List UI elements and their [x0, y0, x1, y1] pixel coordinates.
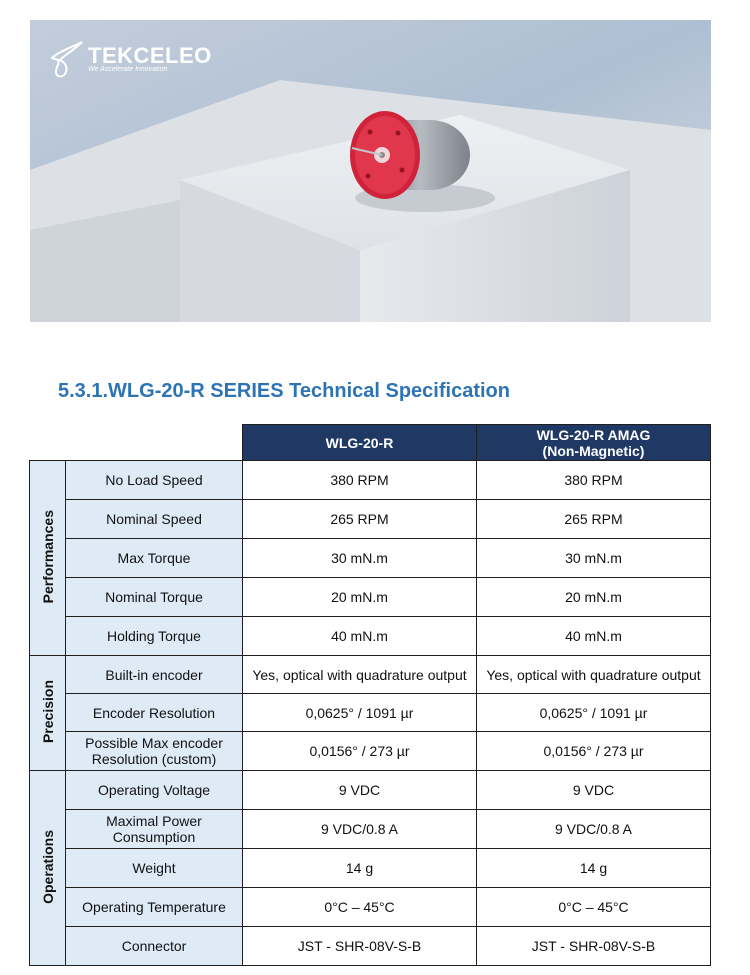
row-label: Nominal Torque [66, 578, 243, 617]
table-row [30, 617, 711, 656]
value-wlg-20-r: 0,0625° / 1091 µr [243, 694, 477, 732]
value-wlg-20-r: 0,0156° / 273 µr [243, 732, 477, 771]
value-wlg-20-r: 20 mN.m [243, 578, 477, 617]
table-row [30, 810, 711, 849]
value-wlg-20-r-amag: 265 RPM [477, 500, 711, 539]
group-label: Precision [39, 679, 56, 744]
header-amag-line2: (Non-Magnetic) [542, 442, 645, 459]
row-label: Connector [66, 927, 243, 966]
value-wlg-20-r: 9 VDC [243, 771, 477, 810]
table-row [30, 888, 711, 927]
row-label: Nominal Speed [66, 500, 243, 539]
row-label: Encoder Resolution [66, 694, 243, 732]
value-wlg-20-r: 40 mN.m [243, 617, 477, 656]
header-wlg-20-r: WLG-20-R [243, 425, 477, 461]
value-wlg-20-r: 265 RPM [243, 500, 477, 539]
value-wlg-20-r-amag: 30 mN.m [477, 539, 711, 578]
table-row [30, 732, 711, 771]
value-wlg-20-r-amag: JST - SHR-08V-S-B [477, 927, 711, 966]
group-label: Performances [39, 509, 56, 604]
row-label: Built-in encoder [66, 656, 243, 694]
blank-corner [30, 425, 243, 461]
table-header-row [30, 425, 711, 461]
value-wlg-20-r-amag: 0°C – 45°C [477, 888, 711, 927]
value-wlg-20-r: 14 g [243, 849, 477, 888]
value-wlg-20-r-amag: 380 RPM [477, 461, 711, 500]
row-label: Weight [66, 849, 243, 888]
table-row [30, 771, 711, 810]
row-label: Operating Voltage [66, 771, 243, 810]
row-label: Maximal Power Consumption [66, 810, 243, 849]
table-row [30, 539, 711, 578]
value-wlg-20-r: 380 RPM [243, 461, 477, 500]
brand-logo [48, 38, 212, 82]
value-wlg-20-r: JST - SHR-08V-S-B [243, 927, 477, 966]
table-row [30, 656, 711, 694]
brand-name: TEKCELEO [88, 43, 212, 68]
value-wlg-20-r: 30 mN.m [243, 539, 477, 578]
table-row [30, 500, 711, 539]
table-row [30, 849, 711, 888]
value-wlg-20-r-amag: 9 VDC/0.8 A [477, 810, 711, 849]
section-heading: 5.3.1.WLG-20-R SERIES Technical Specification [58, 380, 510, 402]
group-precision [30, 656, 66, 771]
value-wlg-20-r-amag: 0,0156° / 273 µr [477, 732, 711, 771]
table-row [30, 578, 711, 617]
row-label: Possible Max encoder Resolution (custom) [66, 732, 243, 771]
row-label: Max Torque [66, 539, 243, 578]
header-wlg-20-r-amag [477, 425, 711, 461]
value-wlg-20-r: 9 VDC/0.8 A [243, 810, 477, 849]
table-row [30, 694, 711, 732]
group-label: Operations [39, 829, 56, 904]
spec-table [29, 424, 711, 966]
value-wlg-20-r: 0°C – 45°C [243, 888, 477, 927]
value-wlg-20-r-amag: 14 g [477, 849, 711, 888]
row-label: Operating Temperature [66, 888, 243, 927]
value-wlg-20-r-amag: 9 VDC [477, 771, 711, 810]
value-wlg-20-r-amag: 0,0625° / 1091 µr [477, 694, 711, 732]
row-label: No Load Speed [66, 461, 243, 500]
value-wlg-20-r-amag: 20 mN.m [477, 578, 711, 617]
bird-logo-icon [48, 38, 84, 82]
row-label: Holding Torque [66, 617, 243, 656]
brand-tagline: We Accelerate Innovation [88, 66, 168, 73]
group-performances [30, 461, 66, 656]
value-wlg-20-r: Yes, optical with quadrature output [243, 656, 477, 694]
header-amag-line1: WLG-20-R AMAG [536, 426, 651, 443]
table-row [30, 927, 711, 966]
table-row [30, 461, 711, 500]
value-wlg-20-r-amag: 40 mN.m [477, 617, 711, 656]
group-operations [30, 771, 66, 966]
hero-product-image [30, 20, 711, 322]
value-wlg-20-r-amag: Yes, optical with quadrature output [477, 656, 711, 694]
